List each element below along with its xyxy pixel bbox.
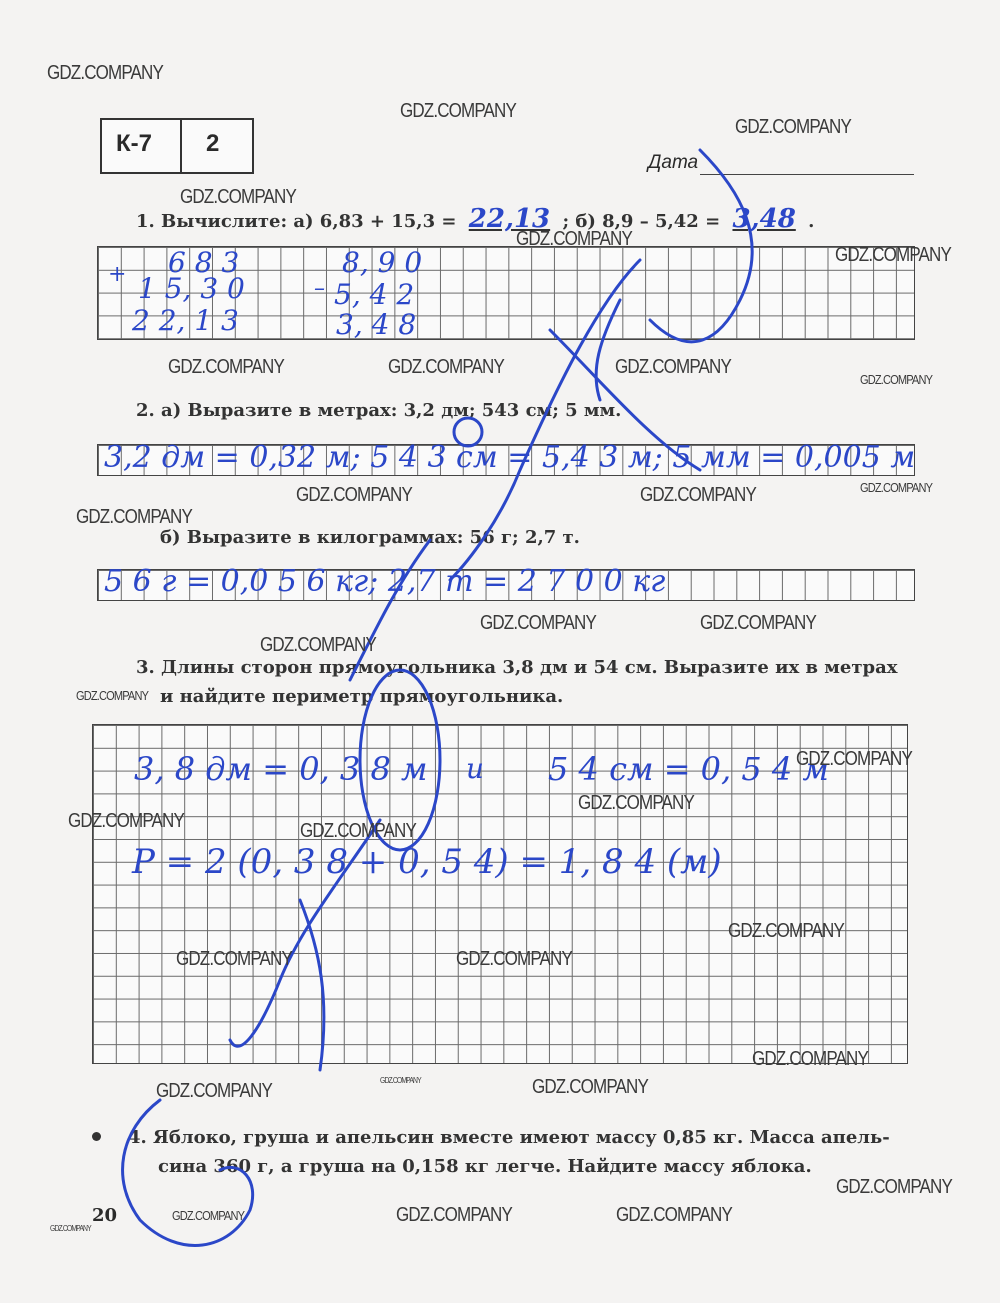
task1-text: 1. Вычислите: а) 6,83 + 15,3 = [136,211,457,232]
watermark: GDZ.COMPANY [380,1076,421,1085]
add-result: 2 2, 1 3 [132,304,239,337]
watermark: GDZ.COMPANY [68,810,184,832]
watermark: GDZ.COMPANY [578,792,694,814]
task3-question-line1: 3. Длины сторон прямоугольника 3,8 дм и 54 см. Выразите их в метрах [136,657,898,678]
watermark: GDZ.COMPANY [260,634,376,656]
scribble-stroke [450,260,640,580]
task3-answer-line1: 3, 8 дм = 0, 3 8 м [134,750,428,788]
watermark: GDZ.COMPANY [47,62,163,84]
watermark: GDZ.COMPANY [400,100,516,122]
watermark: GDZ.COMPANY [296,484,412,506]
date-label: Дата [648,152,699,173]
minus-sign: – [314,276,325,301]
scribble-stroke [550,330,700,470]
task2b-question: б) Выразите в килограммах: 56 г; 2,7 т. [160,527,580,548]
task1-answer-b: 3,48 [732,204,796,234]
watermark: GDZ.COMPANY [396,1204,512,1226]
task2a-answer: 3,2 дм = 0,32 м; 5 4 3 см = 5,4 3 м; 5 мм = 0,005 м [104,440,916,475]
watermark: GDZ.COMPANY [616,1204,732,1226]
watermark: GDZ.COMPANY [388,356,504,378]
watermark: GDZ.COMPANY [156,1080,272,1102]
variant-number: 2 [206,130,220,157]
watermark: GDZ.COMPANY [76,506,192,528]
task1-end: . [808,211,815,232]
task4-question-line1: 4. Яблоко, груша и апельсин вместе имеют массу 0,85 кг. Масса апель- [128,1127,890,1148]
watermark: GDZ.COMPANY [615,356,731,378]
task2a-question: 2. а) Выразите в метрах: 3,2 дм; 543 см; 5 мм. [136,400,622,421]
scribble-stroke [230,820,380,1046]
watermark: GDZ.COMPANY [76,688,149,703]
watermark: GDZ.COMPANY [735,116,851,138]
task3-answer-and: и [466,752,485,785]
watermark: GDZ.COMPANY [480,612,596,634]
watermark: GDZ.COMPANY [752,1048,868,1070]
plus-sign: + [108,262,127,287]
watermark: GDZ.COMPANY [172,1208,245,1223]
sub-row1: 8, 9 0 [342,246,423,279]
task3-answer-line2: P = 2 (0, 3 8 + 0, 5 4) = 1, 8 4 (м) [132,842,722,882]
watermark: GDZ.COMPANY [168,356,284,378]
scribble-stroke [300,900,324,1070]
task4-question-line2: сина 360 г, а груша на 0,158 кг легче. Найдите массу яблока. [158,1156,812,1177]
watermark: GDZ.COMPANY [728,920,844,942]
watermark: GDZ.COMPANY [456,948,572,970]
watermark: GDZ.COMPANY [640,484,756,506]
scribble-stroke [123,1100,253,1245]
watermark: GDZ.COMPANY [50,1224,91,1233]
watermark: GDZ.COMPANY [300,820,416,842]
watermark: GDZ.COMPANY [532,1076,648,1098]
test-code: К-7 [116,130,152,157]
watermark: GDZ.COMPANY [516,228,632,250]
watermark: GDZ.COMPANY [700,612,816,634]
sub-row2: 5, 4 2 [334,278,415,311]
add-row2: 1 5, 3 0 [138,272,245,305]
task2b-answer: 5 6 г = 0,0 5 6 кг; 2,7 т = 2 7 0 0 кг [104,564,666,599]
scribble-stroke [350,540,430,680]
task3-answer-line1b: 5 4 см = 0, 5 4 м [548,750,829,788]
watermark: GDZ.COMPANY [176,948,292,970]
task1-text-b: ; б) 8,9 – 5,42 = [562,211,721,232]
add-row1: 6 8 3 [168,246,240,279]
sub-result: 3, 4 8 [336,308,417,341]
watermark: GDZ.COMPANY [860,372,933,387]
watermark: GDZ.COMPANY [796,748,912,770]
scribble-circle [454,418,482,446]
watermark: GDZ.COMPANY [180,186,296,208]
watermark: GDZ.COMPANY [860,480,933,495]
task3-question-line2: и найдите периметр прямоугольника. [160,686,564,707]
page-number: 20 [92,1205,118,1226]
task1-answer-a: 22,13 [468,204,551,234]
watermark: GDZ.COMPANY [835,244,951,266]
watermark: GDZ.COMPANY [836,1176,952,1198]
scribble-stroke [650,150,752,342]
